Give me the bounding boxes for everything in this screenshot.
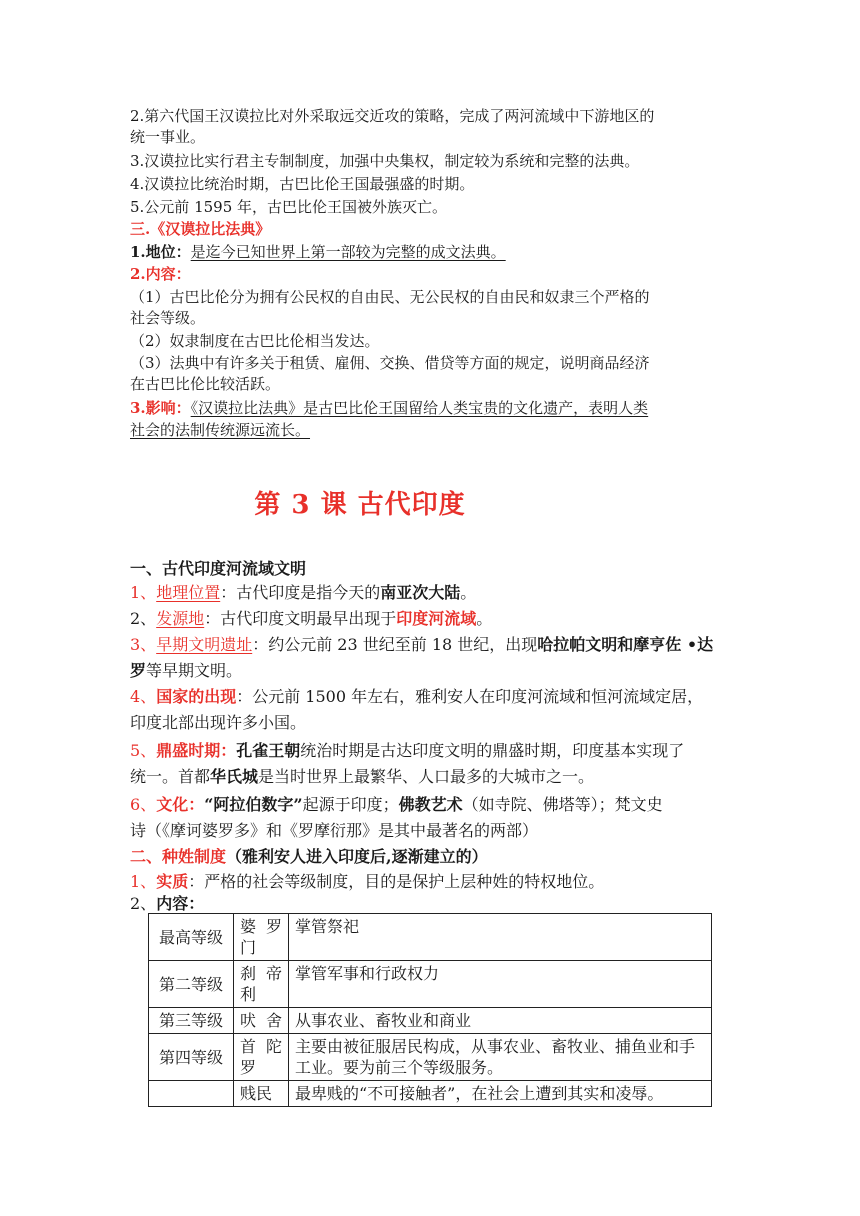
item-text: 。: [460, 583, 477, 602]
item-label: ：: [188, 894, 205, 913]
item-number: 1、: [130, 583, 157, 602]
item-label: ：: [188, 795, 205, 814]
item-text: ：严格的社会等级制度，目的是保护上层种姓的特权地位。: [188, 872, 605, 891]
caste-name-cell: 首陀罗: [234, 1034, 289, 1081]
item-label: 文化: [156, 795, 189, 814]
section-heading: 一、古代印度河流域文明: [130, 559, 307, 578]
text-line: 3.汉谟拉比实行君主专制制度，加强中央集权，制定较为系统和完整的法典。: [130, 152, 640, 170]
item-label: 国家的出现: [156, 687, 237, 706]
table-row: [149, 961, 712, 1008]
item-text: 统一。首都: [130, 767, 211, 786]
table-row: [149, 1008, 712, 1034]
content-line: [130, 893, 204, 915]
text-line: 诗（《摩诃婆罗多》和《罗摩衍那》是其中最著名的两部）: [130, 821, 539, 840]
description-cell: 掌管军事和行政权力: [289, 961, 712, 1008]
early-line: [130, 634, 713, 656]
item-text: ：古代印度文明最早出现于: [204, 609, 397, 628]
underlined-text: 《汉谟拉比法典》是古巴比伦王国留给人类宝贵的文化遗产，表明人类: [190, 399, 649, 417]
keyword: 南亚次大陆: [380, 583, 461, 602]
text-line: 5.公元前 1595 年，古巴比伦王国被外族灭亡。: [130, 198, 448, 216]
section-heading: 三.《汉谟拉比法典》: [130, 220, 271, 238]
item-label: 实质: [156, 872, 189, 891]
item-text: ：古代印度是指今天的: [220, 583, 381, 602]
text-line: 印度北部出现许多小国。: [130, 713, 307, 732]
level-cell: 第四等级: [149, 1034, 234, 1081]
item-text: 。: [476, 609, 493, 628]
item-label: 鼎盛时期: [156, 741, 221, 760]
keyword: 孔雀王朝: [236, 741, 301, 760]
item-number: 4、: [130, 687, 157, 706]
item-text: （如寺院、佛塔等）；梵文史: [462, 795, 663, 814]
description-cell: 掌管祭祀: [289, 914, 712, 961]
text-line: （1）古巴比伦分为拥有公民权的自由民、无公民权的自由民和奴隶三个严格的: [130, 288, 650, 306]
peak-line: [130, 740, 684, 762]
keyword: “阿拉伯数字”: [204, 795, 303, 814]
item-label: 早期文明遗址: [156, 635, 253, 654]
caste-name-cell: 婆罗门: [234, 914, 289, 961]
item-number: 1、: [130, 872, 157, 891]
item-label: 内容: [156, 894, 189, 913]
table-row: [149, 914, 712, 961]
impact-line: [130, 398, 648, 418]
label: 3.影响：: [130, 399, 191, 417]
text-line: 4.汉谟拉比统治时期，古巴比伦王国最强盛的时期。: [130, 175, 475, 193]
keyword: 哈拉帕文明和摩亨佐 •达: [537, 635, 714, 654]
item-text: ：公元前 1500 年左右，雅利安人在印度河流域和恒河流域定居，: [236, 687, 704, 706]
table-row: [149, 1034, 712, 1081]
level-cell: 第三等级: [149, 1008, 234, 1034]
item-number: 3、: [130, 635, 157, 654]
origin-line: [130, 608, 492, 630]
item-text: ：约公元前 23 世纪至前 18 世纪，出现: [252, 635, 538, 654]
item-text: 起源于印度；: [302, 795, 399, 814]
item-label: 地理位置: [156, 583, 221, 602]
keyword: 佛教艺术: [398, 795, 463, 814]
description-cell: 从事农业、畜牧业和商业: [289, 1008, 712, 1034]
caste-table: [148, 913, 712, 1107]
section-heading-2: [130, 846, 488, 868]
text-line: 社会的法制传统源远流长。: [130, 421, 311, 439]
item-text: 是当时世界上最繁华、人口最多的大城市之一。: [258, 767, 595, 786]
lesson-title: 第 3 课 古代印度: [254, 490, 466, 520]
level-cell: [149, 1081, 234, 1107]
item-number: 6、: [130, 795, 157, 814]
description-cell: 最卑贱的“不可接触者”，在社会上遭到其实和凌辱。: [289, 1081, 712, 1107]
early-line-2: [130, 660, 242, 682]
caste-name-cell: 吠舍: [234, 1008, 289, 1034]
peak-line-2: [130, 766, 594, 788]
item-number: 5、: [130, 741, 157, 760]
text-line: 在古巴比伦比较活跃。: [130, 375, 281, 393]
level-cell: 最高等级: [149, 914, 234, 961]
text-line: （3）法典中有许多关于租赁、雇佣、交换、借贷等方面的规定，说明商品经济: [130, 354, 650, 372]
item-number: 2、: [130, 894, 157, 913]
label: 1.地位：: [130, 243, 191, 261]
keyword: 罗: [130, 661, 147, 680]
keyword: 华氏城: [210, 767, 259, 786]
item-text: 等早期文明。: [146, 661, 243, 680]
section-title: 二、种姓制度: [130, 847, 227, 866]
table-row: [149, 1081, 712, 1107]
text-line: 2.第六代国王汉谟拉比对外采取远交近攻的策略，完成了两河流域中下游地区的: [130, 107, 655, 125]
culture-line: [130, 794, 663, 816]
geo-line: [130, 582, 476, 604]
text-line: 统一事业。: [130, 128, 206, 146]
status-line: [130, 242, 506, 262]
item-label: ：: [220, 741, 237, 760]
item-number: 2、: [130, 609, 157, 628]
state-line: [130, 686, 703, 708]
keyword: 印度河流域: [396, 609, 477, 628]
content-label: 2.内容：: [130, 265, 191, 283]
caste-name-cell: 贱民: [234, 1081, 289, 1107]
text-line: （2）奴隶制度在古巴比伦相当发达。: [130, 332, 380, 350]
item-text: 统治时期是古达印度文明的鼎盛时期，印度基本实现了: [300, 741, 685, 760]
item-label: 发源地: [156, 609, 205, 628]
section-note: （雅利安人进入印度后,逐渐建立的）: [226, 847, 488, 866]
level-cell: 第二等级: [149, 961, 234, 1008]
text-line: 社会等级。: [130, 309, 206, 327]
underlined-text: 是迄今已知世界上第一部较为完整的成文法典。: [190, 243, 506, 261]
description-cell: 主要由被征服居民构成，从事农业、畜牧业、捕鱼业和手工业。要为前三个等级服务。: [289, 1034, 712, 1081]
caste-name-cell: 刹帝利: [234, 961, 289, 1008]
essence-line: [130, 871, 604, 893]
